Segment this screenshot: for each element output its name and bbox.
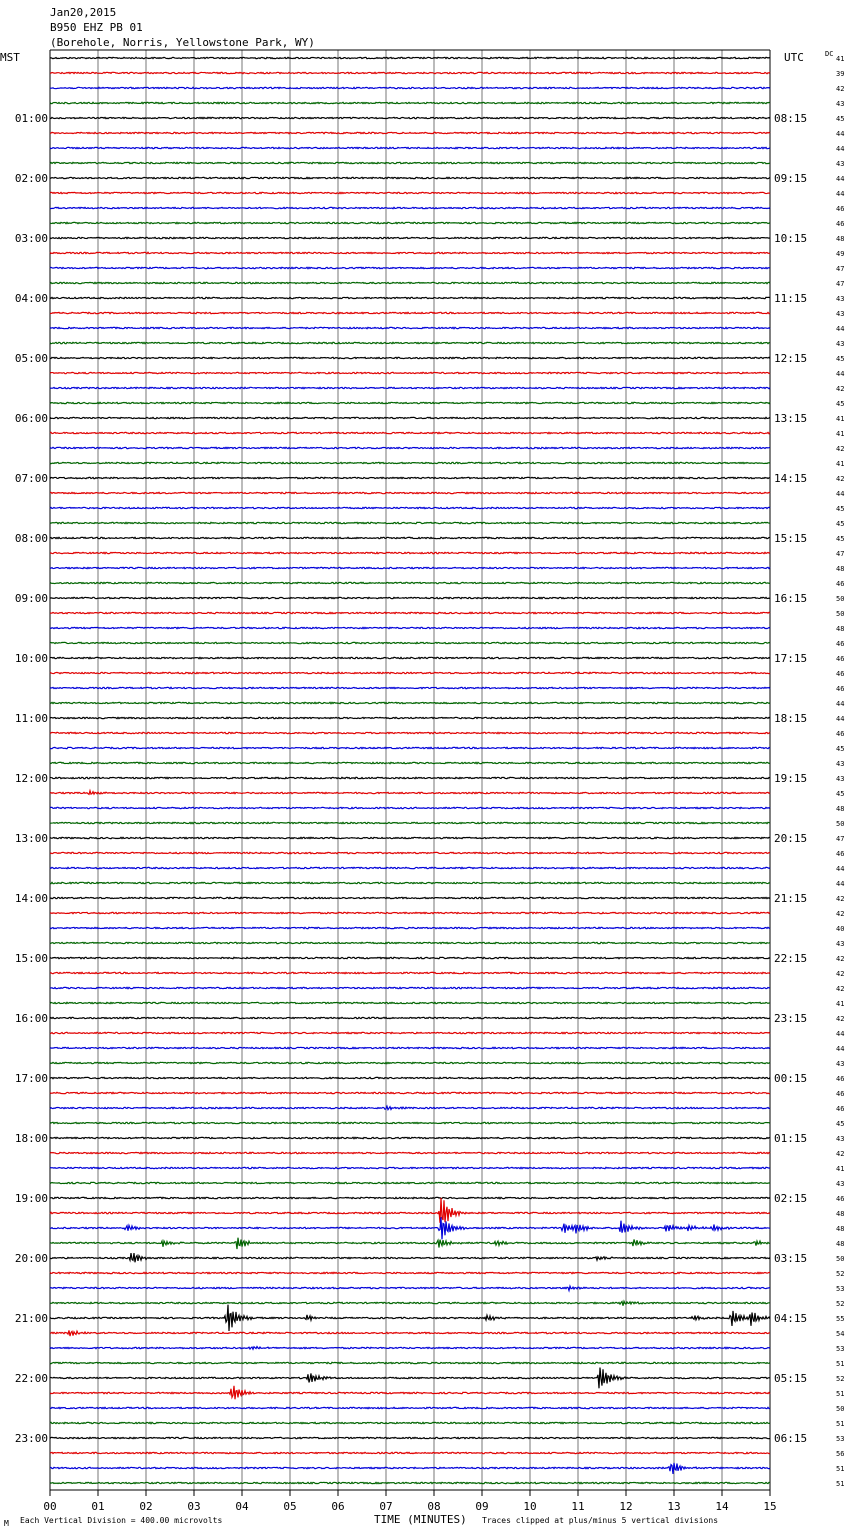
dc-offset-value: 41	[836, 415, 845, 423]
trace-row	[50, 1062, 770, 1063]
trace-row	[50, 1217, 770, 1239]
utc-hour-label: 02:15	[774, 1192, 808, 1205]
clip-note: Traces clipped at plus/minus 5 vertical divisions	[482, 1516, 719, 1525]
trace-row	[50, 402, 770, 403]
trace-row	[50, 552, 770, 553]
mst-hour-label: 23:00	[14, 1432, 48, 1445]
dc-offset-value: 42	[836, 955, 845, 963]
mst-hour-label: 22:00	[14, 1372, 48, 1385]
dc-offset-value: 48	[836, 805, 845, 813]
dc-offset-value: 48	[836, 235, 845, 243]
x-tick-label: 04	[235, 1500, 249, 1513]
mst-hour-label: 15:00	[14, 952, 48, 965]
trace-row	[50, 312, 770, 313]
mst-hour-label: 14:00	[14, 892, 48, 905]
trace-row	[50, 612, 770, 613]
dc-offset-value: 43	[836, 100, 845, 108]
dc-offset-value: 54	[836, 1330, 845, 1338]
utc-hour-label: 12:15	[774, 352, 808, 365]
trace-row	[50, 372, 770, 373]
corner-mark: M	[4, 1519, 9, 1528]
dc-offset-value: 52	[836, 1300, 845, 1308]
trace-row	[50, 57, 770, 58]
trace-row	[50, 1368, 770, 1389]
trace-row	[50, 327, 770, 328]
trace-row	[50, 417, 770, 418]
x-tick-label: 11	[571, 1500, 585, 1513]
trace-row	[50, 492, 770, 493]
trace-row	[50, 1422, 770, 1423]
trace-row	[50, 357, 770, 358]
dc-offset-value: 41	[836, 1165, 845, 1173]
utc-hour-label: 03:15	[774, 1252, 808, 1265]
trace-row	[50, 1386, 770, 1400]
dc-offset-value: 45	[836, 355, 845, 363]
dc-offset-value: 44	[836, 880, 845, 888]
mst-hour-label: 03:00	[14, 232, 48, 245]
dc-offset-value: 46	[836, 205, 845, 213]
mst-hour-label: 05:00	[14, 352, 48, 365]
dc-offset-value: 42	[836, 1015, 845, 1023]
trace-row	[50, 102, 770, 103]
dc-offset-value: 44	[836, 145, 845, 153]
dc-offset-value: 50	[836, 820, 845, 828]
utc-hour-label: 06:15	[774, 1432, 808, 1445]
trace-row	[50, 342, 770, 343]
trace-row	[50, 957, 770, 958]
trace-row	[50, 732, 770, 733]
utc-hour-label: 13:15	[774, 412, 808, 425]
dc-offset-value: 44	[836, 190, 845, 198]
dc-offset-value: 47	[836, 550, 845, 558]
trace-row	[50, 1182, 770, 1183]
dc-offset-value: 42	[836, 445, 845, 453]
trace-row	[50, 147, 770, 148]
x-tick-label: 10	[523, 1500, 537, 1513]
dc-offset-value: 39	[836, 70, 845, 78]
mst-hour-label: 17:00	[14, 1072, 48, 1085]
trace-row	[50, 972, 770, 973]
dc-offset-value: 43	[836, 295, 845, 303]
dc-offset-value: 43	[836, 310, 845, 318]
x-tick-label: 01	[91, 1500, 105, 1513]
dc-offset-value: 51	[836, 1360, 845, 1368]
trace-row	[50, 387, 770, 388]
x-tick-label: 03	[187, 1500, 201, 1513]
dc-offset-value: 40	[836, 925, 845, 933]
trace-row	[50, 1286, 770, 1290]
trace-row	[50, 282, 770, 283]
trace-row	[50, 477, 770, 478]
utc-hour-label: 16:15	[774, 592, 808, 605]
dc-offset-value: 50	[836, 1405, 845, 1413]
dc-offset-value: 47	[836, 265, 845, 273]
trace-row	[50, 1152, 770, 1153]
trace-row	[50, 777, 770, 778]
dc-offset-value: 45	[836, 1120, 845, 1128]
dc-offset-value: 46	[836, 655, 845, 663]
dc-offset-value: 45	[836, 115, 845, 123]
trace-row	[50, 267, 770, 268]
trace-row	[50, 912, 770, 913]
trace-row	[50, 1092, 770, 1093]
utc-hour-label: 22:15	[774, 952, 808, 965]
trace-row	[50, 762, 770, 763]
x-tick-label: 14	[715, 1500, 729, 1513]
utc-hour-label: 01:15	[774, 1132, 808, 1145]
x-tick-label: 02	[139, 1500, 153, 1513]
trace-row	[50, 717, 770, 718]
utc-hour-label: 09:15	[774, 172, 808, 185]
utc-hour-label: 14:15	[774, 472, 808, 485]
dc-offset-value: 50	[836, 610, 845, 618]
trace-row	[50, 1017, 770, 1018]
x-axis-title: TIME (MINUTES)	[374, 1513, 467, 1526]
left-timezone-label: MST	[0, 51, 20, 64]
mst-hour-label: 10:00	[14, 652, 48, 665]
trace-row	[50, 1305, 770, 1331]
dc-offset-value: 46	[836, 220, 845, 228]
dc-offset-value: 51	[836, 1420, 845, 1428]
trace-row	[50, 1301, 770, 1306]
dc-offset-value: 43	[836, 160, 845, 168]
dc-offset-value: 53	[836, 1435, 845, 1443]
dc-offset-value: 43	[836, 760, 845, 768]
trace-row	[50, 882, 770, 883]
mst-hour-label: 13:00	[14, 832, 48, 845]
x-tick-label: 07	[379, 1500, 393, 1513]
dc-offset-value: 50	[836, 1255, 845, 1263]
trace-row	[50, 72, 770, 73]
dc-offset-value: 48	[836, 625, 845, 633]
trace-row	[50, 747, 770, 748]
dc-offset-value: 42	[836, 1150, 845, 1158]
trace-row	[50, 822, 770, 823]
utc-hour-label: 17:15	[774, 652, 808, 665]
trace-row	[50, 1463, 770, 1474]
utc-hour-label: 15:15	[774, 532, 808, 545]
trace-row	[50, 852, 770, 853]
dc-offset-value: 42	[836, 85, 845, 93]
dc-offset-value: 43	[836, 340, 845, 348]
location-label: (Borehole, Norris, Yellowstone Park, WY)	[50, 36, 315, 49]
trace-row	[50, 672, 770, 673]
mst-hour-label: 08:00	[14, 532, 48, 545]
dc-offset-value: 47	[836, 280, 845, 288]
trace-row	[50, 207, 770, 208]
trace-row	[50, 192, 770, 193]
trace-row	[50, 1197, 770, 1198]
mst-hour-label: 12:00	[14, 772, 48, 785]
trace-row	[50, 132, 770, 133]
dc-offset-value: 46	[836, 1195, 845, 1203]
dc-offset-value: 42	[836, 985, 845, 993]
trace-row	[50, 1272, 770, 1273]
dc-offset-value: 46	[836, 1090, 845, 1098]
scale-note: Each Vertical Division = 400.00 microvolts	[20, 1516, 223, 1525]
dc-offset-value: 44	[836, 325, 845, 333]
trace-row	[50, 222, 770, 223]
mst-hour-label: 18:00	[14, 1132, 48, 1145]
trace-row	[50, 1362, 770, 1363]
trace-row	[50, 987, 770, 988]
dc-offset-value: 44	[836, 130, 845, 138]
dc-offset-value: 46	[836, 685, 845, 693]
dc-offset-value: 44	[836, 1030, 845, 1038]
station-label: B950 EHZ PB 01	[50, 21, 143, 34]
dc-offset-value: 52	[836, 1270, 845, 1278]
trace-row	[50, 582, 770, 583]
x-tick-label: 13	[667, 1500, 681, 1513]
mst-hour-label: 19:00	[14, 1192, 48, 1205]
x-tick-label: 05	[283, 1500, 297, 1513]
trace-row	[50, 1238, 770, 1249]
trace-row	[50, 1437, 770, 1438]
dc-offset-value: 46	[836, 580, 845, 588]
mst-hour-label: 20:00	[14, 1252, 48, 1265]
dc-offset-value: 44	[836, 700, 845, 708]
dc-offset-value: 42	[836, 475, 845, 483]
dc-offset-value: 42	[836, 385, 845, 393]
trace-row	[50, 1482, 770, 1483]
dc-offset-value: 48	[836, 565, 845, 573]
utc-hour-label: 10:15	[774, 232, 808, 245]
trace-row	[50, 1347, 770, 1350]
dc-offset-value: 45	[836, 790, 845, 798]
trace-row	[50, 537, 770, 538]
mst-hour-label: 07:00	[14, 472, 48, 485]
utc-hour-label: 19:15	[774, 772, 808, 785]
trace-row	[50, 1106, 770, 1109]
dc-offset-value: 45	[836, 535, 845, 543]
trace-row	[50, 567, 770, 568]
trace-row	[50, 897, 770, 898]
trace-row	[50, 297, 770, 298]
dc-offset-value: 43	[836, 1135, 845, 1143]
dc-offset-value: 48	[836, 1225, 845, 1233]
dc-offset-value: 42	[836, 895, 845, 903]
dc-offset-value: 46	[836, 670, 845, 678]
x-tick-label: 15	[763, 1500, 777, 1513]
mst-hour-label: 21:00	[14, 1312, 48, 1325]
trace-row	[50, 867, 770, 868]
trace-row	[50, 432, 770, 433]
trace-row	[50, 627, 770, 628]
utc-hour-label: 23:15	[774, 1012, 808, 1025]
utc-hour-label: 05:15	[774, 1372, 808, 1385]
trace-row	[50, 942, 770, 943]
dc-offset-value: 46	[836, 1105, 845, 1113]
trace-row	[50, 117, 770, 118]
trace-row	[50, 807, 770, 808]
right-timezone-label: UTC	[784, 51, 804, 64]
dc-offset-value: 42	[836, 970, 845, 978]
trace-row	[50, 162, 770, 163]
trace-row	[50, 837, 770, 838]
x-tick-label: 12	[619, 1500, 633, 1513]
trace-row	[50, 927, 770, 928]
dc-offset-value: 46	[836, 640, 845, 648]
trace-row	[50, 462, 770, 463]
trace-row	[50, 702, 770, 703]
dc-offset-value: 44	[836, 865, 845, 873]
utc-hour-label: 08:15	[774, 112, 808, 125]
x-axis	[43, 1490, 776, 1513]
dc-offset-value: 51	[836, 1480, 845, 1488]
utc-hour-label: 21:15	[774, 892, 808, 905]
utc-hour-label: 04:15	[774, 1312, 808, 1325]
trace-row	[50, 252, 770, 253]
dc-offset-value: 53	[836, 1345, 845, 1353]
x-tick-label: 06	[331, 1500, 345, 1513]
trace-row	[50, 1077, 770, 1078]
mst-hour-label: 01:00	[14, 112, 48, 125]
dc-offset-value: 48	[836, 1240, 845, 1248]
dc-offset-value: 44	[836, 1045, 845, 1053]
trace-row	[50, 597, 770, 598]
trace-row	[50, 1253, 770, 1262]
date-label: Jan20,2015	[50, 6, 117, 19]
dc-offset-value: 45	[836, 400, 845, 408]
dc-offset-value: 50	[836, 595, 845, 603]
trace-row	[50, 1047, 770, 1048]
dc-offset-value: 52	[836, 1375, 845, 1383]
trace-row	[50, 1167, 770, 1168]
trace-row	[50, 687, 770, 688]
x-tick-label: 00	[43, 1500, 57, 1513]
trace-row	[50, 1002, 770, 1003]
dc-offset-value: 44	[836, 715, 845, 723]
dc-offset-value: 55	[836, 1315, 845, 1323]
trace-row	[50, 177, 770, 178]
dc-offset-value: 48	[836, 1210, 845, 1218]
dc-offset-value: 41	[836, 55, 845, 63]
mst-hour-label: 11:00	[14, 712, 48, 725]
trace-row	[50, 1122, 770, 1123]
trace-row	[50, 1330, 770, 1336]
dc-offset-value: 42	[836, 910, 845, 918]
trace-row	[50, 1032, 770, 1033]
dc-offset-value: 43	[836, 940, 845, 948]
x-tick-label: 09	[475, 1500, 489, 1513]
trace-row	[50, 791, 770, 795]
trace-row	[50, 657, 770, 658]
utc-hour-label: 18:15	[774, 712, 808, 725]
dc-offset-value: 45	[836, 520, 845, 528]
trace-row	[50, 507, 770, 508]
utc-hour-label: 20:15	[774, 832, 808, 845]
x-tick-label: 08	[427, 1500, 441, 1513]
dc-offset-value: 56	[836, 1450, 845, 1458]
dc-offset-value: 46	[836, 730, 845, 738]
dc-offset-value: 43	[836, 775, 845, 783]
dc-offset-value: 43	[836, 1060, 845, 1068]
dc-offset-value: 51	[836, 1465, 845, 1473]
dc-offset-value: 43	[836, 1180, 845, 1188]
utc-hour-label: 00:15	[774, 1072, 808, 1085]
mst-hour-label: 09:00	[14, 592, 48, 605]
trace-row	[50, 642, 770, 643]
mst-hour-label: 02:00	[14, 172, 48, 185]
trace-row	[50, 1137, 770, 1138]
dc-offset-value: 53	[836, 1285, 845, 1293]
dc-offset-value: 45	[836, 745, 845, 753]
utc-hour-label: 11:15	[774, 292, 808, 305]
trace-row	[50, 447, 770, 448]
mst-hour-label: 06:00	[14, 412, 48, 425]
seismic-traces	[50, 57, 770, 1483]
dc-offset-header: DC	[825, 50, 834, 58]
dc-offset-value: 44	[836, 490, 845, 498]
trace-row	[50, 87, 770, 88]
trace-row	[50, 1407, 770, 1408]
dc-offset-value: 46	[836, 850, 845, 858]
mst-hour-label: 04:00	[14, 292, 48, 305]
trace-row	[50, 1452, 770, 1453]
trace-row	[50, 522, 770, 523]
trace-row	[50, 1198, 770, 1223]
dc-offset-value: 44	[836, 175, 845, 183]
dc-offset-value: 45	[836, 505, 845, 513]
dc-offset-value: 49	[836, 250, 845, 258]
dc-offset-value: 47	[836, 835, 845, 843]
dc-offset-value: 41	[836, 460, 845, 468]
dc-offset-value: 41	[836, 430, 845, 438]
dc-offset-value: 46	[836, 1075, 845, 1083]
trace-row	[50, 237, 770, 238]
dc-offset-value: 51	[836, 1390, 845, 1398]
dc-offset-value: 44	[836, 370, 845, 378]
dc-offset-value: 41	[836, 1000, 845, 1008]
mst-hour-label: 16:00	[14, 1012, 48, 1025]
